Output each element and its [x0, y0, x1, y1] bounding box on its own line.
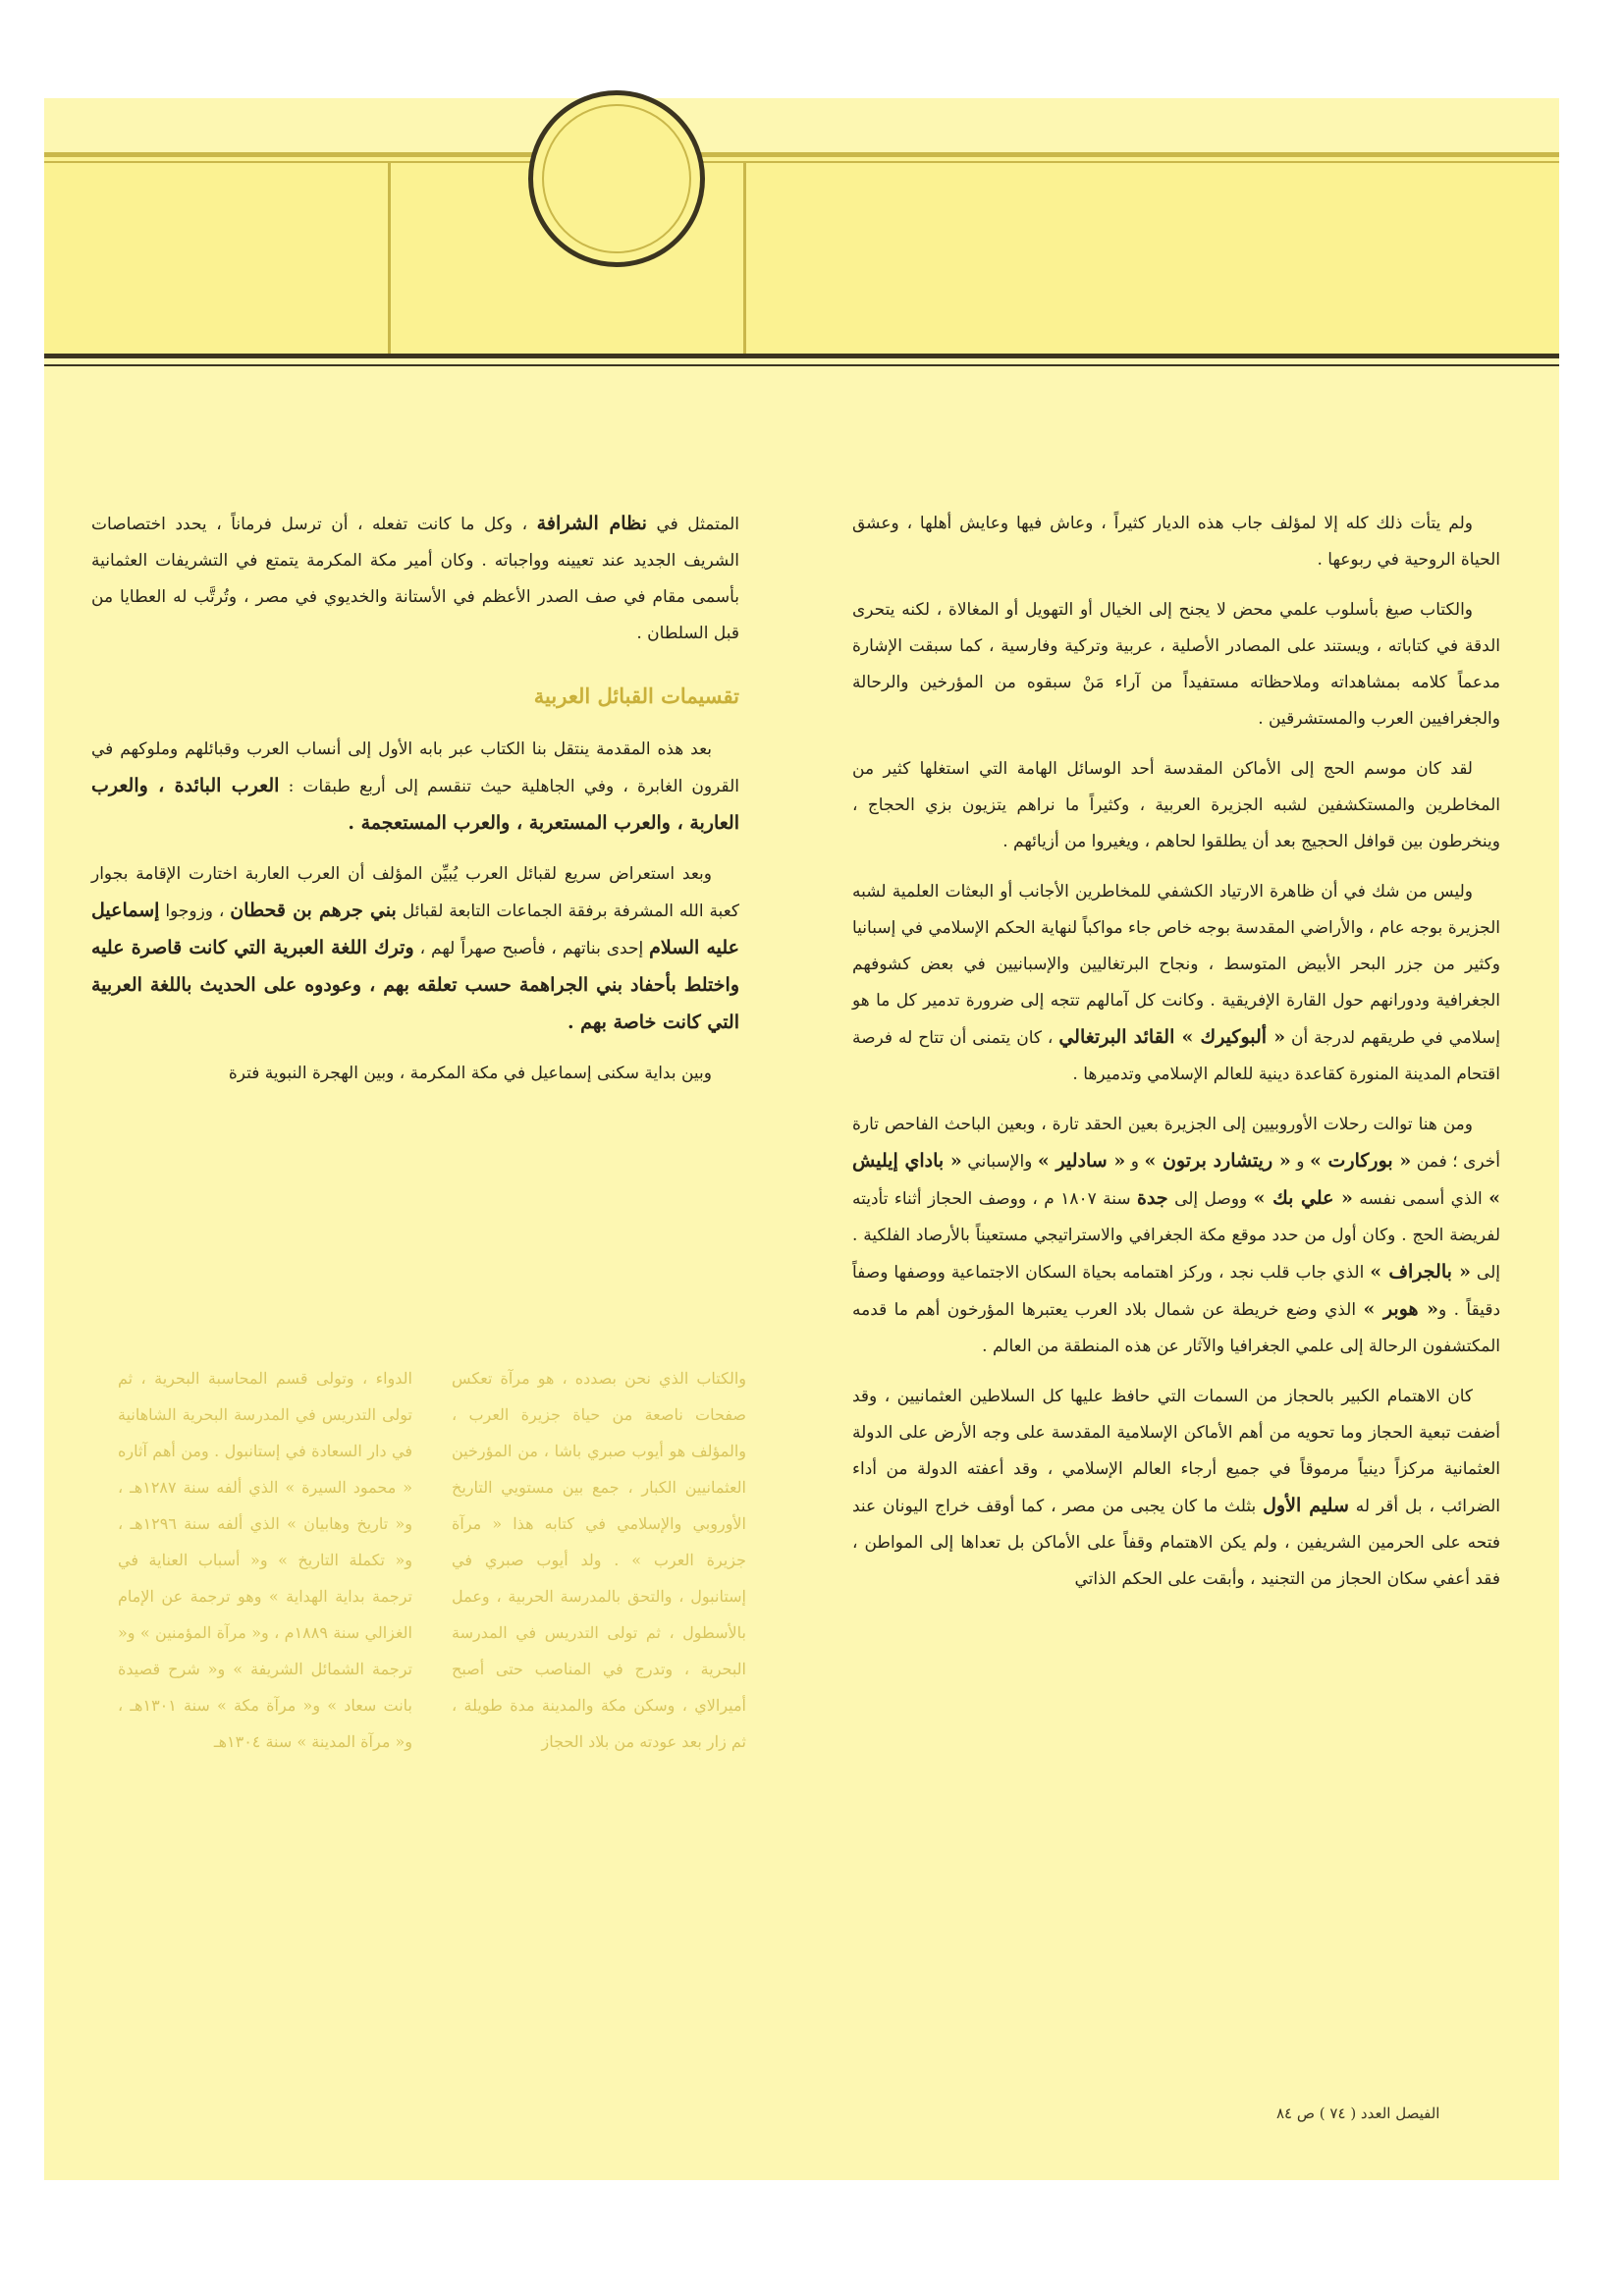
- bold-name: « بوركارت »: [1309, 1150, 1412, 1172]
- header-rule-bottom: [44, 354, 1559, 358]
- paragraph: المتمثل في نظام الشرافة ، وكل ما كانت تفعله ، أن ترسل فرماناً ، يحدد اختصاصات الشريف الجديد عند تعيينه وواجباته . وكان أمير مكة المكرمة يتمتع في التشريفات العثمانية بأسمى مقام في صف الصدر الأعظم في الأستانة والخديوي في مصر ، وتُرتَّب له العطايا من قبل السلطان .: [91, 513, 739, 643]
- header-rule-top: [44, 152, 1559, 157]
- paragraph: ولم يتأت ذلك كله إلا لمؤلف جاب هذه الديار كثيراً ، وعاش فيها وعايش أهلها ، وعشق الحياة الروحية في ربوعها .: [852, 514, 1500, 570]
- circle-emblem-icon: [528, 90, 705, 267]
- header-band: [44, 152, 1559, 358]
- faded-column-left: الدواء ، وتولى قسم المحاسبة البحرية ، ثم تولى التدريس في المدرسة البحرية الشاهانية في دار السعادة في إستانبول . ومن أهم آثاره « محمود السيرة » الذي ألفه سنة ١٢٨٧هـ ، و« تاريخ وهابيان » الذي ألفه سنة ١٢٩٦هـ ، و« تكملة التاريخ » و« أسباب العناية في ترجمة بداية الهداية » وهو ترجمة عن الإمام الغزالي سنة ١٨٨٩م ، و« مرآة المؤمنين » و« ترجمة الشمائل الشريفة » و« شرح قصيدة بانت سعاد » و« مرآة مكة » سنة ١٣٠١هـ ، و« مرآة المدينة » سنة ١٣٠٤هـ: [118, 1369, 413, 1751]
- bold-name: سليم الأول: [1263, 1495, 1349, 1516]
- bold-phrase: بني جرهم بن قحطان: [230, 900, 397, 921]
- bold-phrase: نظام الشرافة: [536, 513, 647, 534]
- paragraph: وليس من شك في أن ظاهرة الارتياد الكشفي للمخاطرين الأجانب أو البعثات العلمية لشبه الجزيرة بوجه عام ، والأراضي المقدسة بوجه خاص جاء مواكباً لنهاية الحكم الإسلامي في إسبانيا وكثير من جزر البحر الأبيض المتوسط ، ونجاح البرتغاليين والإسبانيين في بعض كشوفهم الجغرافية ودورانهم حول القارة الإفريقية . وكانت كل آمالهم تتجه إلى ضرورة تدمير كل ما هو إسلامي في طريقهم لدرجة أن « ألبوكيرك » القائد البرتغالي ، كان يتمنى أن تتاح له فرصة اقتحام المدينة المنورة كقاعدة دينية للعالم الإسلامي وتدميرها .: [852, 882, 1500, 1084]
- bold-phrase: العرب البائدة ، والعرب العاربة ، والعرب المستعربة ، والعرب المستعجمة .: [91, 775, 739, 834]
- bold-name: جدة: [1136, 1187, 1168, 1209]
- bold-phrase: « ألبوكيرك » القائد البرتغالي: [1058, 1026, 1286, 1048]
- paragraph: بعد هذه المقدمة ينتقل بنا الكتاب عبر بابه الأول إلى أنساب العرب وقبائلهم وملوكهم في القرون الغابرة ، وفي الجاهلية حيث تنقسم إلى أربع طبقات : العرب البائدة ، والعرب العاربة ، والعرب المستعربة ، والعرب المستعجمة .: [91, 739, 740, 834]
- header-vertical-bar: [388, 163, 391, 354]
- article-column-left: [91, 506, 739, 1106]
- article-column-right: [852, 506, 1500, 1612]
- circle-emblem-inner: [542, 104, 691, 253]
- bold-phrase: وترك اللغة العبرية التي كانت قاصرة عليه واختلط بأحفاد بني الجراهمة حسب تعلقه بهم ، وعودوه على الحديث باللغة العربية التي كانت خاصة بهم .: [91, 937, 739, 1033]
- paragraph: وبين بداية سكنى إسماعيل في مكة المكرمة ، وبين الهجرة النبوية فترة: [228, 1064, 712, 1083]
- paragraph: ومن هنا توالت رحلات الأوروبيين إلى الجزيرة بعين الحقد تارة ، وبعين الباحث الفاحص تارة أخرى ؛ فمن « بوركارت » و « ريتشارد برتون » و « سادلير » والإسباني « باداي إيليش » الذي أسمى نفسه « علي بك » ووصل إلى جدة سنة ١٨٠٧ م ، ووصف الحجاز أثناء تأديته لفريضة الحج . وكان أول من حدد موقع مكة الجغرافي والاستراتيجي مستعيناً بالأرصاد الفلكية . إلى « بالجراف » الذي جاب قلب نجد ، وركز اهتمامه بحياة السكان الاجتماعية ووصفها وصفاً دقيقاً . و« هوبر » الذي وضع خريطة عن شمال بلاد العرب يعتبرها المؤرخون أهم ما قدمه المكتشفون الرحالة إلى علمي الجغرافيا والآثار عن هذه المنطقة من العالم .: [852, 1115, 1501, 1356]
- bold-name: « بالجراف »: [1370, 1261, 1471, 1283]
- paragraph: وبعد استعراض سريع لقبائل العرب يُبيِّن المؤلف أن العرب العاربة اختارت الإقامة بجوار كعبة الله المشرفة برفقة الجماعات التابعة لقبائل بني جرهم بن قحطان ، وزوجوا إسماعيل عليه السلام إحدى بناتهم ، فأصبح صهراً لهم ، وترك اللغة العبرية التي كانت قاصرة عليه واختلط بأحفاد بني الجراهمة حسب تعلقه بهم ، وعودوه على الحديث باللغة العربية التي كانت خاصة بهم .: [91, 864, 739, 1033]
- faded-column-right: والكتاب الذي نحن بصدده ، هو مرآة تعكس صفحات ناصعة من حياة جزيرة العرب ، والمؤلف هو أيوب صبري باشا ، من المؤرخين العثمانيين الكبار ، جمع بين مستويي التاريخ الأوروبي والإسلامي في كتابه هذا « مرآة جزيرة العرب » . ولد أيوب صبري في إستانبول ، والتحق بالمدرسة الحربية ، وعمل بالأسطول ، ثم تولى التدريس في المدرسة البحرية ، وتدرج في المناصب حتى أصبح أميرالاي ، وسكن مكة والمدينة مدة طويلة ، ثم زار بعد عودته من بلاد الحجاز: [452, 1369, 746, 1751]
- header-vertical-bar: [743, 163, 746, 354]
- paragraph: لقد كان موسم الحج إلى الأماكن المقدسة أحد الوسائل الهامة التي استغلها كثير من المخاطرين والمستكشفين لشبه الجزيرة العربية ، وكثيراً ما نراهم يتزيون بزي الحجاج ، وينخرطون بين قوافل الحجيج بعد أن يطلقوا لحاهم ، ويغيروا من أزيائهم .: [852, 759, 1500, 851]
- header-rule-top-thin: [44, 161, 1559, 163]
- section-heading: تقسيمات القبائل العربية: [533, 683, 739, 708]
- faded-sidebar-box: [118, 1360, 746, 1770]
- bold-name: « سادلير »: [1037, 1150, 1126, 1172]
- bold-name: « هوبر »: [1363, 1298, 1439, 1320]
- paragraph: والكتاب صيغ بأسلوب علمي محض لا يجنح إلى الخيال أو التهويل أو المغالاة ، لكنه يتحرى الدقة في كتاباته ، ويستند على المصادر الأصلية ، عربية وتركية وفارسية ، كما سبقت الإشارة مدعماً كلامه بمشاهداته وملاحظاته مستفيداً من آراء مَنْ سبقوه من المؤرخين والرحالة والجغرافيين العرب والمستشرقين .: [852, 600, 1500, 729]
- bold-phrase: إسماعيل عليه السلام: [91, 900, 739, 958]
- bold-name: « باداي إيليش »: [852, 1150, 1501, 1209]
- paragraph: كان الاهتمام الكبير بالحجاز من السمات التي حافظ عليها كل السلاطين العثمانيين ، وقد أضفت تبعية الحجاز وما تحويه من أهم الأماكن الإسلامية المقدسة على وجه الأرض على الدولة العثمانية مركزاً دينياً مرموقاً في جميع أرجاء العالم الإسلامي ، وقد أعفته الدولة من أداء الضرائب ، بل أقر له سليم الأول بثلث ما كان يجبى من مصر ، كما أوقف خراج اليونان عند فتحه على الحرمين الشريفين ، ولم يكن الاهتمام وقفاً على الأماكن بل تعداها إلى المواطن ، فقد أعفي سكان الحجاز من التجنيد ، وأبقت على الحكم الذاتي: [852, 1387, 1501, 1589]
- page-footer: الفيصل العدد ( ٧٤ ) ص ٨٤: [1276, 2105, 1440, 2122]
- header-rule-bottom-thin: [44, 364, 1559, 366]
- bold-name: « ريتشارد برتون »: [1144, 1150, 1291, 1172]
- bold-name: « علي بك »: [1253, 1187, 1353, 1209]
